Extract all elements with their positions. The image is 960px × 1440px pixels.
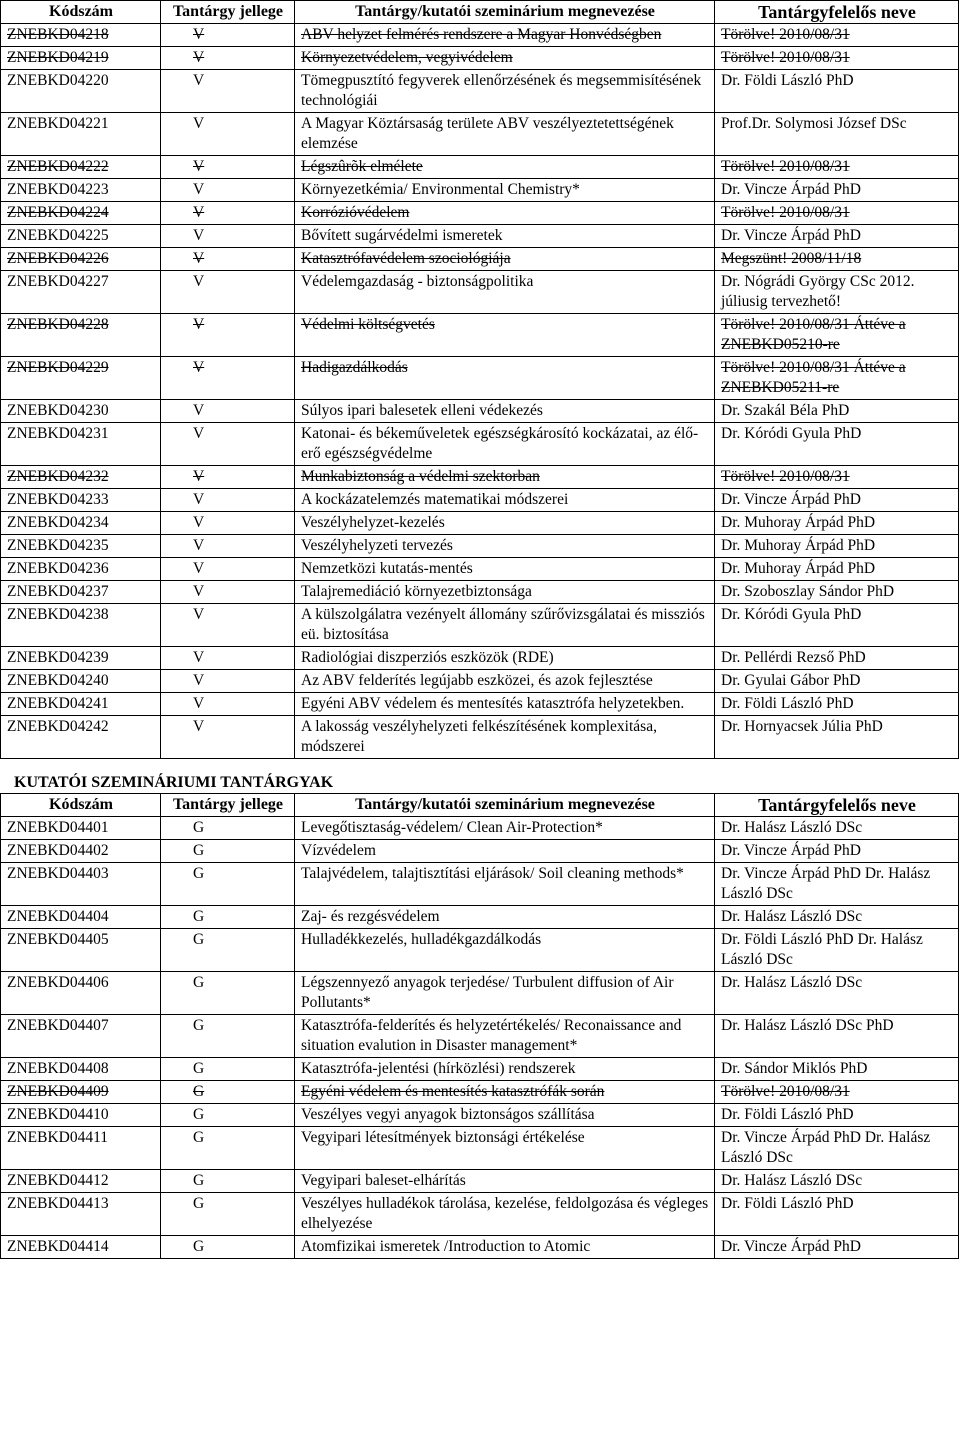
course-code: ZNEBKD04404 (1, 906, 161, 929)
course-type: V (161, 716, 295, 759)
course-name: Légszennyező anyagok terjedése/ Turbulent diffusion of Air Pollutants* (295, 972, 715, 1015)
seminar-header-name: Tantárgy/kutatói szeminárium megnevezése (295, 794, 715, 817)
course-code: ZNEBKD04223 (1, 179, 161, 202)
course-responsible: Dr. Pellérdi Rezső PhD (715, 647, 959, 670)
course-type: V (161, 423, 295, 466)
course-type: G (161, 906, 295, 929)
course-type: V (161, 271, 295, 314)
course-name: Katonai- és békeműveletek egészségkárosító kockázatai, az élő-erő egészségvédelme (295, 423, 715, 466)
course-name: Egyéni ABV védelem és mentesítés katasztrófa helyzetekben. (295, 693, 715, 716)
course-type: V (161, 314, 295, 357)
course-name: Környezetkémia/ Environmental Chemistry* (295, 179, 715, 202)
course-name: Hulladékkezelés, hulladékgazdálkodás (295, 929, 715, 972)
course-code: ZNEBKD04227 (1, 271, 161, 314)
course-name: Környezetvédelem, vegyivédelem (295, 47, 715, 70)
course-responsible: Dr. Muhoray Árpád PhD (715, 558, 959, 581)
header-name: Tantárgy/kutatói szeminárium megnevezése (295, 1, 715, 24)
seminar-header-row (1, 794, 959, 817)
course-name: Atomfizikai ismeretek /Introduction to Atomic (295, 1236, 715, 1259)
course-code: ZNEBKD04405 (1, 929, 161, 972)
course-name: A Magyar Köztársaság területe ABV veszélyeztetettségének elemzése (295, 113, 715, 156)
course-responsible: Törölve! 2010/08/31 (715, 47, 959, 70)
table-row (1, 357, 959, 400)
table-row (1, 489, 959, 512)
seminar-table (0, 793, 959, 1259)
course-responsible: Dr. Sándor Miklós PhD (715, 1058, 959, 1081)
course-type: V (161, 535, 295, 558)
course-responsible: Törölve! 2010/08/31 Áttéve a ZNEBKD05211-re (715, 357, 959, 400)
seminar-row (1, 972, 959, 1015)
table-row (1, 512, 959, 535)
course-type: G (161, 1104, 295, 1127)
course-code: ZNEBKD04401 (1, 817, 161, 840)
course-type: V (161, 24, 295, 47)
course-type: G (161, 1015, 295, 1058)
course-code: ZNEBKD04242 (1, 716, 161, 759)
course-name: Tömegpusztító fegyverek ellenőrzésének és megsemmisítésének technológiái (295, 70, 715, 113)
course-type: G (161, 1127, 295, 1170)
seminar-row (1, 929, 959, 972)
course-type: G (161, 1170, 295, 1193)
subjects-table-body (1, 24, 959, 759)
table-row (1, 581, 959, 604)
course-code: ZNEBKD04233 (1, 489, 161, 512)
course-name: Munkabiztonság a védelmi szektorban (295, 466, 715, 489)
table-row (1, 535, 959, 558)
course-type: V (161, 357, 295, 400)
table-row (1, 400, 959, 423)
course-name: Bővített sugárvédelmi ismeretek (295, 225, 715, 248)
course-name: Vízvédelem (295, 840, 715, 863)
seminar-row (1, 1193, 959, 1236)
course-type: G (161, 929, 295, 972)
course-responsible: Törölve! 2010/08/31 (715, 24, 959, 47)
course-responsible: Dr. Vincze Árpád PhD (715, 840, 959, 863)
course-name: A kockázatelemzés matematikai módszerei (295, 489, 715, 512)
course-type: V (161, 647, 295, 670)
course-name: Radiológiai diszperziós eszközök (RDE) (295, 647, 715, 670)
course-responsible: Dr. Muhoray Árpád PhD (715, 535, 959, 558)
course-code: ZNEBKD04413 (1, 1193, 161, 1236)
section-title: KUTATÓI SZEMINÁRIUMI TANTÁRGYAK (14, 774, 334, 791)
table-row (1, 423, 959, 466)
course-code: ZNEBKD04239 (1, 647, 161, 670)
course-code: ZNEBKD04411 (1, 1127, 161, 1170)
course-code: ZNEBKD04231 (1, 423, 161, 466)
course-type: G (161, 840, 295, 863)
course-code: ZNEBKD04218 (1, 24, 161, 47)
course-responsible: Dr. Halász László DSc (715, 817, 959, 840)
course-responsible: Prof.Dr. Solymosi József DSc (715, 113, 959, 156)
course-code: ZNEBKD04412 (1, 1170, 161, 1193)
course-responsible: Dr. Halász László DSc PhD (715, 1015, 959, 1058)
course-responsible: Dr. Földi László PhD (715, 1193, 959, 1236)
course-name: Védelmi költségvetés (295, 314, 715, 357)
course-name: Talajremediáció környezetbiztonsága (295, 581, 715, 604)
course-code: ZNEBKD04219 (1, 47, 161, 70)
course-type: V (161, 202, 295, 225)
table-row (1, 647, 959, 670)
course-code: ZNEBKD04230 (1, 400, 161, 423)
course-type: V (161, 179, 295, 202)
course-type: V (161, 604, 295, 647)
table-row (1, 693, 959, 716)
course-responsible: Dr. Halász László DSc (715, 906, 959, 929)
course-name: Veszélyes hulladékok tárolása, kezelése, feldolgozása és végleges elhelyezése (295, 1193, 715, 1236)
course-name: Az ABV felderítés legújabb eszközei, és azok fejlesztése (295, 670, 715, 693)
course-responsible: Törölve! 2010/08/31 (715, 466, 959, 489)
course-type: G (161, 972, 295, 1015)
table-row (1, 113, 959, 156)
course-responsible: Törölve! 2010/08/31 (715, 1081, 959, 1104)
course-name: ABV helyzet felmérés rendszere a Magyar Honvédségben (295, 24, 715, 47)
course-code: ZNEBKD04409 (1, 1081, 161, 1104)
course-name: Korrózióvédelem (295, 202, 715, 225)
course-code: ZNEBKD04221 (1, 113, 161, 156)
course-type: V (161, 225, 295, 248)
course-type: G (161, 1081, 295, 1104)
course-type: G (161, 863, 295, 906)
course-code: ZNEBKD04236 (1, 558, 161, 581)
table-row (1, 225, 959, 248)
table-header-row (1, 1, 959, 24)
course-responsible: Dr. Gyulai Gábor PhD (715, 670, 959, 693)
table-row (1, 47, 959, 70)
table-row (1, 271, 959, 314)
course-responsible: Dr. Nógrádi György CSc 2012. júliusig tervezhető! (715, 271, 959, 314)
course-type: V (161, 581, 295, 604)
course-name: Hadigazdálkodás (295, 357, 715, 400)
course-code: ZNEBKD04407 (1, 1015, 161, 1058)
table-row (1, 156, 959, 179)
course-type: V (161, 400, 295, 423)
course-code: ZNEBKD04410 (1, 1104, 161, 1127)
course-responsible: Dr. Vincze Árpád PhD (715, 489, 959, 512)
seminar-header-code: Kódszám (1, 794, 161, 817)
course-responsible: Dr. Muhoray Árpád PhD (715, 512, 959, 535)
course-type: G (161, 1058, 295, 1081)
course-code: ZNEBKD04402 (1, 840, 161, 863)
course-type: G (161, 1236, 295, 1259)
course-responsible: Dr. Kóródi Gyula PhD (715, 423, 959, 466)
seminar-row (1, 863, 959, 906)
course-responsible: Dr. Földi László PhD (715, 70, 959, 113)
course-responsible: Dr. Kóródi Gyula PhD (715, 604, 959, 647)
course-type: G (161, 817, 295, 840)
course-name: Vegyipari baleset-elhárítás (295, 1170, 715, 1193)
course-name: A lakosság veszélyhelyzeti felkészítésének komplexitása, módszerei (295, 716, 715, 759)
course-responsible: Dr. Vincze Árpád PhD (715, 225, 959, 248)
course-name: Talajvédelem, talajtisztítási eljárások/ Soil cleaning methods* (295, 863, 715, 906)
course-code: ZNEBKD04224 (1, 202, 161, 225)
course-responsible: Dr. Szoboszlay Sándor PhD (715, 581, 959, 604)
seminar-header-type: Tantárgy jellege (161, 794, 295, 817)
course-code: ZNEBKD04228 (1, 314, 161, 357)
course-code: ZNEBKD04234 (1, 512, 161, 535)
course-name: A külszolgálatra vezényelt állomány szűrővizsgálatai és missziós eü. biztosítása (295, 604, 715, 647)
course-responsible: Törölve! 2010/08/31 (715, 156, 959, 179)
table-row (1, 202, 959, 225)
course-responsible: Dr. Földi László PhD Dr. Halász László DSc (715, 929, 959, 972)
course-type: V (161, 489, 295, 512)
course-responsible: Dr. Halász László DSc (715, 972, 959, 1015)
seminar-row (1, 1236, 959, 1259)
header-code: Kódszám (1, 1, 161, 24)
course-code: ZNEBKD04220 (1, 70, 161, 113)
course-type: V (161, 47, 295, 70)
course-code: ZNEBKD04237 (1, 581, 161, 604)
course-name: Katasztrófa-felderítés és helyzetértékelés/ Reconaissance and situation evalution in Disaster management* (295, 1015, 715, 1058)
table-row (1, 314, 959, 357)
course-code: ZNEBKD04403 (1, 863, 161, 906)
course-code: ZNEBKD04240 (1, 670, 161, 693)
course-code: ZNEBKD04241 (1, 693, 161, 716)
course-name: Légszûrõk elmélete (295, 156, 715, 179)
table-row (1, 716, 959, 759)
seminar-header-responsible: Tantárgyfelelős neve (715, 794, 959, 817)
table-row (1, 24, 959, 47)
seminar-table-body (1, 817, 959, 1259)
table-row (1, 604, 959, 647)
seminar-row (1, 1081, 959, 1104)
course-responsible: Dr. Vincze Árpád PhD Dr. Halász László DSc (715, 863, 959, 906)
course-responsible: Törölve! 2010/08/31 Áttéve a ZNEBKD05210-re (715, 314, 959, 357)
course-type: V (161, 70, 295, 113)
course-name: Nemzetközi kutatás-mentés (295, 558, 715, 581)
course-type: V (161, 113, 295, 156)
seminar-row (1, 840, 959, 863)
course-responsible: Megszünt! 2008/11/18 (715, 248, 959, 271)
course-responsible: Törölve! 2010/08/31 (715, 202, 959, 225)
table-row (1, 466, 959, 489)
course-type: V (161, 670, 295, 693)
course-code: ZNEBKD04229 (1, 357, 161, 400)
course-type: V (161, 466, 295, 489)
course-code: ZNEBKD04408 (1, 1058, 161, 1081)
course-name: Vegyipari létesítmények biztonsági értékelése (295, 1127, 715, 1170)
course-name: Levegőtisztaság-védelem/ Clean Air-Protection* (295, 817, 715, 840)
course-type: G (161, 1193, 295, 1236)
course-name: Védelemgazdaság - biztonságpolitika (295, 271, 715, 314)
table-row (1, 70, 959, 113)
course-responsible: Dr. Földi László PhD (715, 1104, 959, 1127)
table-row (1, 670, 959, 693)
course-name: Katasztrófavédelem szociológiája (295, 248, 715, 271)
course-name: Veszélyhelyzet-kezelés (295, 512, 715, 535)
header-responsible: Tantárgyfelelős neve (715, 1, 959, 24)
course-code: ZNEBKD04238 (1, 604, 161, 647)
course-responsible: Dr. Vincze Árpád PhD (715, 1236, 959, 1259)
table-row (1, 179, 959, 202)
course-name: Veszélyhelyzeti tervezés (295, 535, 715, 558)
header-type: Tantárgy jellege (161, 1, 295, 24)
seminar-row (1, 1104, 959, 1127)
course-responsible: Dr. Hornyacsek Júlia PhD (715, 716, 959, 759)
course-responsible: Dr. Halász László DSc (715, 1170, 959, 1193)
course-code: ZNEBKD04414 (1, 1236, 161, 1259)
course-type: V (161, 248, 295, 271)
course-code: ZNEBKD04226 (1, 248, 161, 271)
course-name: Zaj- és rezgésvédelem (295, 906, 715, 929)
table-row (1, 248, 959, 271)
course-name: Katasztrófa-jelentési (hírközlési) rendszerek (295, 1058, 715, 1081)
course-code: ZNEBKD04222 (1, 156, 161, 179)
course-name: Súlyos ipari balesetek elleni védekezés (295, 400, 715, 423)
seminar-row (1, 1015, 959, 1058)
seminar-row (1, 817, 959, 840)
course-name: Veszélyes vegyi anyagok biztonságos szállítása (295, 1104, 715, 1127)
course-type: V (161, 156, 295, 179)
course-type: V (161, 512, 295, 535)
course-type: V (161, 558, 295, 581)
seminar-row (1, 1127, 959, 1170)
course-type: V (161, 693, 295, 716)
course-code: ZNEBKD04232 (1, 466, 161, 489)
course-code: ZNEBKD04406 (1, 972, 161, 1015)
seminar-row (1, 1058, 959, 1081)
course-name: Egyéni védelem és mentesítés katasztrófák során (295, 1081, 715, 1104)
course-code: ZNEBKD04235 (1, 535, 161, 558)
course-responsible: Dr. Szakál Béla PhD (715, 400, 959, 423)
course-responsible: Dr. Vincze Árpád PhD Dr. Halász László DSc (715, 1127, 959, 1170)
seminar-row (1, 1170, 959, 1193)
course-responsible: Dr. Földi László PhD (715, 693, 959, 716)
course-responsible: Dr. Vincze Árpád PhD (715, 179, 959, 202)
table-row (1, 558, 959, 581)
seminar-row (1, 906, 959, 929)
course-code: ZNEBKD04225 (1, 225, 161, 248)
